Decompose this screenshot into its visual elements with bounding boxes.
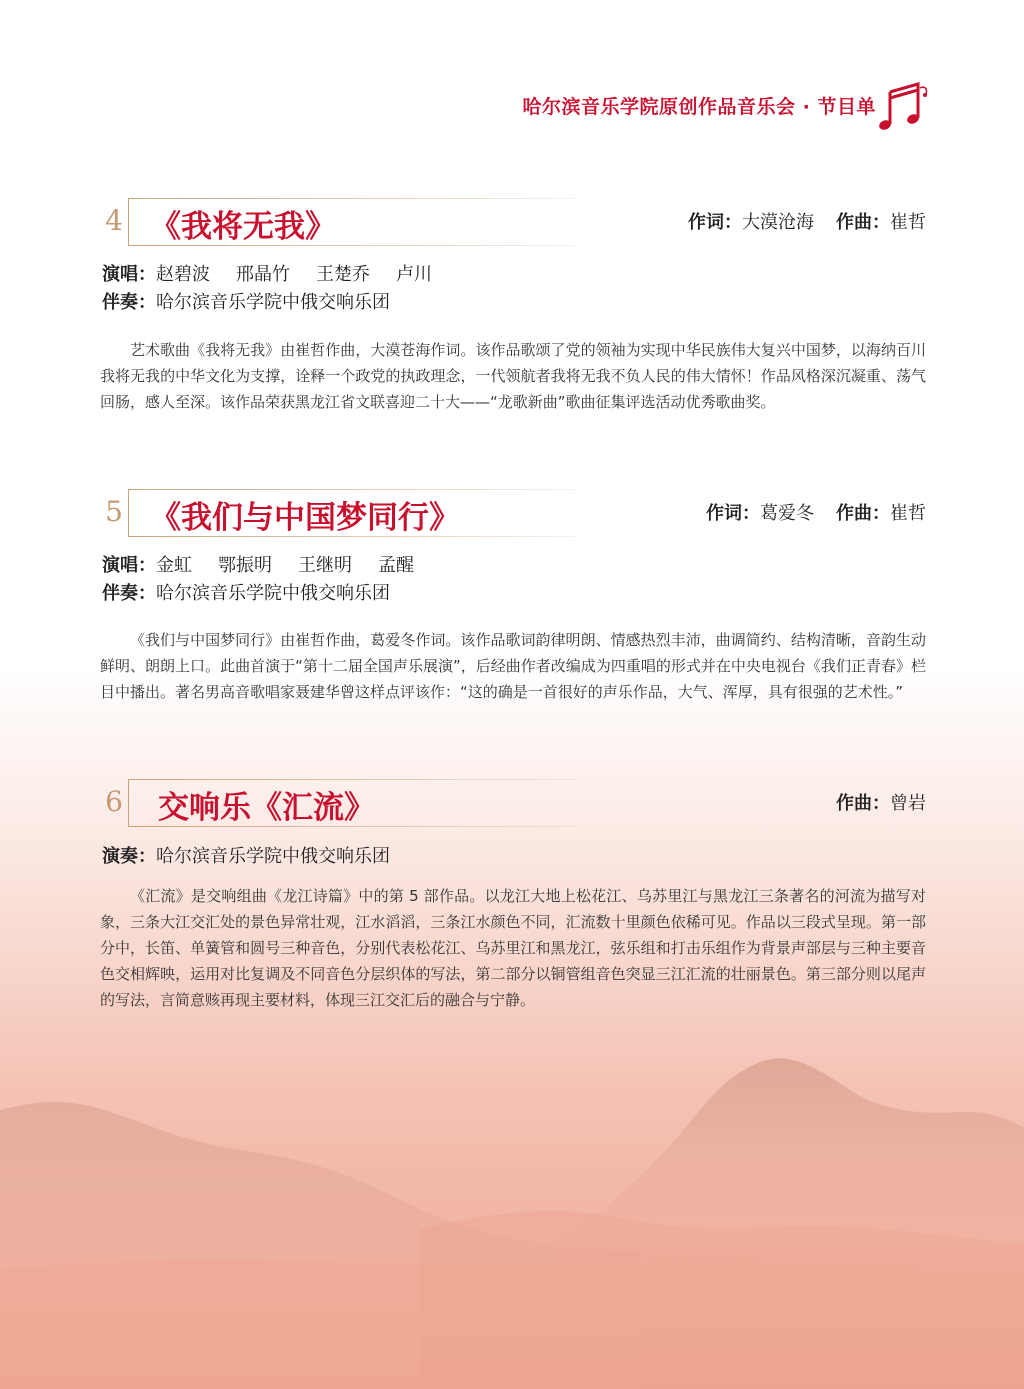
accompaniment-line	[102, 288, 390, 314]
composer: 崔哲	[890, 503, 926, 524]
composer-label: 作曲：	[836, 212, 890, 233]
performer: 赵碧波	[156, 264, 210, 285]
lyricist: 葛爱冬	[760, 503, 814, 524]
lyricist: 大漠沧海	[742, 212, 814, 233]
composer-label: 作曲：	[836, 503, 890, 524]
composer: 崔哲	[890, 212, 926, 233]
program-description: 艺术歌曲《我将无我》由崔哲作曲，大漠苍海作词。该作品歌颂了党的领袖为实现中华民族伟大复兴中国梦，以海纳百川我将无我的中华文化为支撑，诠释一个政党的执政理念，一代领航者我将无我不负人民的伟大情怀！作品风格深沉凝重、荡气回肠，感人至深。该作品荣获黑龙江省文联喜迎二十大——“龙歌新曲”歌曲征集评选活动优秀歌曲奖。	[100, 341, 926, 411]
program-title: 《我们与中国梦同行》	[150, 500, 460, 536]
mist-band	[0, 1260, 1024, 1389]
performer: 鄂振明	[218, 555, 272, 576]
page-header-title: 哈尔滨音乐学院原创作品音乐会 · 节目单	[522, 96, 876, 118]
lyrics-label: 作词：	[706, 503, 760, 524]
performer: 王楚乔	[316, 264, 370, 285]
program-credits	[688, 208, 926, 234]
lyrics-label: 作词：	[688, 212, 742, 233]
program-title: 交响乐《汇流》	[158, 790, 375, 826]
accompaniment: 哈尔滨音乐学院中俄交响乐团	[156, 292, 390, 313]
program-number: 6	[105, 785, 123, 818]
program-number: 5	[105, 495, 123, 528]
performers-label: 演唱：	[102, 264, 156, 285]
music-note-icon	[876, 78, 932, 134]
accompaniment: 哈尔滨音乐学院中俄交响乐团	[156, 583, 390, 604]
program-title: 《我将无我》	[150, 209, 336, 245]
accompaniment-line	[102, 579, 390, 605]
performer: 孟醒	[378, 555, 414, 576]
performer: 卢川	[396, 264, 432, 285]
program-number: 4	[105, 204, 123, 237]
program-credits	[706, 499, 926, 525]
performers-label: 演唱：	[102, 555, 156, 576]
performer: 邢晶竹	[236, 264, 290, 285]
performance-line	[102, 842, 390, 868]
performance-label: 演奏：	[102, 846, 156, 867]
performers-line	[102, 551, 440, 577]
performer: 王继明	[298, 555, 352, 576]
composer: 曾岩	[890, 793, 926, 814]
program-description: 《我们与中国梦同行》由崔哲作曲，葛爱冬作词。该作品歌词韵律明朗、情感热烈丰沛，曲调简约、结构清晰，音韵生动鲜明、朗朗上口。此曲首演于“第十二届全国声乐展演”，后经曲作者改编成为四重唱的形式并在中央电视台《我们正青春》栏目中播出。著名男高音歌唱家聂建华曾这样点评该作：“这的确是一首很好的声乐作品，大气、浑厚，具有很强的艺术性。”	[100, 631, 926, 701]
composer-label: 作曲：	[836, 793, 890, 814]
program-credits	[836, 789, 926, 815]
accompaniment-label: 伴奏：	[102, 583, 156, 604]
performance: 哈尔滨音乐学院中俄交响乐团	[156, 846, 390, 867]
program-description: 《汇流》是交响组曲《龙江诗篇》中的第 5 部作品。以龙江大地上松花江、乌苏里江与黑龙江三条著名的河流为描写对象，三条大江交汇处的景色异常壮观，江水滔滔，三条江水颜色不同，汇流数十里颜色依稀可见。作品以三段式呈现。第一部分中，长笛、单簧管和圆号三种音色，分别代表松花江、乌苏里江和黑龙江，弦乐组和打击乐组作为背景声部层与三种主要音色交相辉映，运用对比复调及不同音色分层织体的写法，第二部分以铜管组音色突显三江汇流的壮丽景色。第三部分则以尾声的写法，言简意赅再现主要材料，体现三江交汇后的融合与宁静。	[100, 887, 926, 1009]
accompaniment-label: 伴奏：	[102, 292, 156, 313]
performers-line	[102, 260, 458, 286]
performer: 金虹	[156, 555, 192, 576]
